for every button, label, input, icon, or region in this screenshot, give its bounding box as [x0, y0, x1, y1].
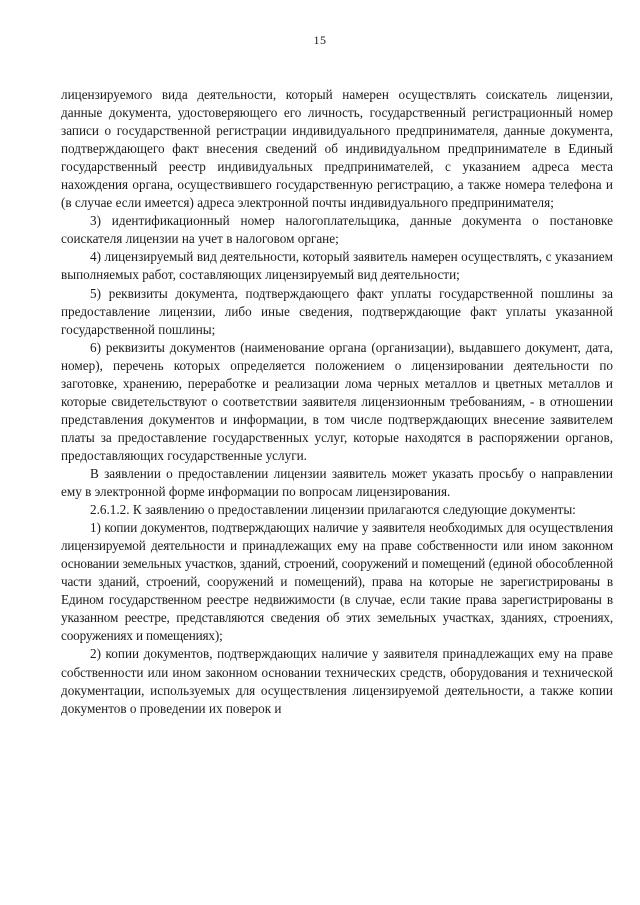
paragraph-applicant-details: лицензируемого вида деятельности, который намерен осуществлять соискатель лицензии, данные документа, удостоверяющего его личность, государственный регистрационный номер записи о государственной регистрации индивидуального предпринимателя, данные документа, подтверждающего факт внесения сведений об индивидуальном предпринимателе в Единый государственный реестр индивидуальных предпринимателей, с указанием адреса места нахождения органа, осуществившего государственную регистрацию, а также номера телефона и (в случае если имеется) адреса электронной почты индивидуального предпринимателя; — [61, 87, 613, 211]
paragraph-attachment-2-equipment: 2) копии документов, подтверждающих наличие у заявителя принадлежащих ему на праве собственности или ином законном основании технических средств, оборудования и технической документации, используемых для осуществления лицензируемой деятельности, а также копии документов о проведении их поверок и — [61, 646, 613, 716]
page-number: 15 — [313, 33, 327, 47]
paragraph-attachment-1-property: 1) копии документов, подтверждающих наличие у заявителя необходимых для осуществления лицензируемой деятельности и принадлежащих ему на праве собственности или ином законном основании земельных участков, зданий, строений, сооружений и помещений (единой обособленной части зданий, строений, сооружений и помещений), права на которые не зарегистрированы в Едином государственном реестре недвижимости (в случае, если такие права зарегистрированы в указанном реестре, представляются сведения об этих земельных участках, зданиях, строениях, сооружениях и помещениях); — [61, 520, 613, 644]
paragraph-item-6-document-details: 6) реквизиты документов (наименование органа (организации), выдавшего документ, дата, номер), перечень которых определяется положением о лицензировании деятельности по заготовке, хранению, переработке и реализации лома черных металлов и цветных металлов и которые свидетельствуют о соответствии заявителя лицензионным требованиям, - в отношении представления документов и информации, в том числе подтверждающих внесение заявителем платы за предоставление государственных услуг, которые находятся в распоряжении органов, предоставляющих государственные услуги. — [61, 339, 613, 463]
paragraph-electronic-info-request: В заявлении о предоставлении лицензии заявитель может указать просьбу о направлении ему в электронной форме информации по вопросам лицензирования. — [61, 465, 613, 500]
paragraph-item-5-state-fee: 5) реквизиты документа, подтверждающего факт уплаты государственной пошлины за предоставление лицензии, либо иные сведения, подтверждающие факт уплаты указанной государственной пошлины; — [61, 285, 613, 337]
paragraph-item-4-activity-type: 4) лицензируемый вид деятельности, который заявитель намерен осуществлять, с указанием выполняемых работ, составляющих лицензируемый вид деятельности; — [61, 249, 613, 283]
document-body — [61, 86, 613, 718]
paragraph-item-3-tax-number: 3) идентификационный номер налогоплательщика, данные документа о постановке соискателя лицензии на учет в налоговом органе; — [61, 213, 613, 247]
paragraph-section-2-6-1-2: 2.6.1.2. К заявлению о предоставлении лицензии прилагаются следующие документы: — [90, 502, 576, 518]
